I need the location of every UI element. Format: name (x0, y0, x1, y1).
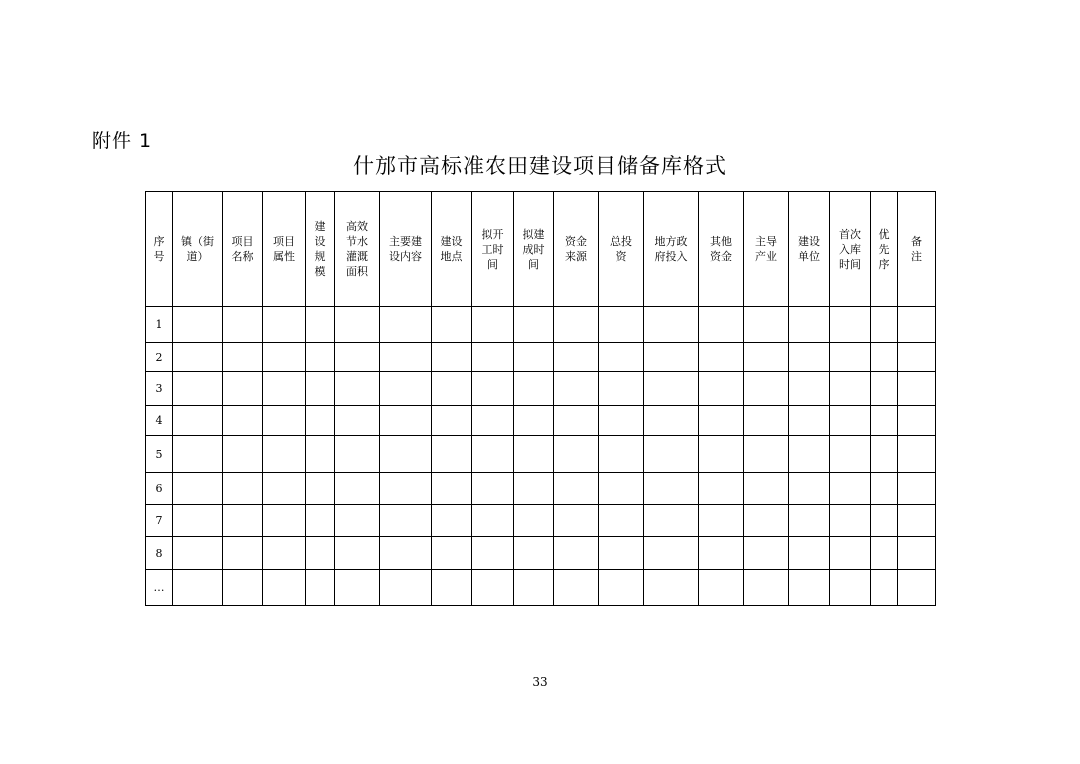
empty-cell (514, 372, 554, 406)
empty-cell (380, 570, 432, 606)
empty-cell (644, 406, 699, 436)
empty-cell (789, 537, 830, 570)
empty-cell (699, 537, 744, 570)
empty-cell (432, 406, 472, 436)
empty-cell (599, 372, 644, 406)
empty-cell (223, 505, 263, 537)
empty-cell (789, 436, 830, 473)
empty-cell (554, 537, 599, 570)
empty-cell (173, 343, 223, 372)
empty-cell (472, 570, 514, 606)
empty-cell (830, 473, 871, 505)
empty-cell (173, 436, 223, 473)
empty-cell (223, 570, 263, 606)
empty-cell (644, 537, 699, 570)
empty-cell (306, 406, 335, 436)
header-efficient-irrigation-area: 高效 节水 灌溉 面积 (335, 192, 380, 307)
document-title: 什邡市高标准农田建设项目储备库格式 (353, 154, 727, 178)
empty-cell (472, 473, 514, 505)
header-local-government-input: 地方政 府投入 (644, 192, 699, 307)
empty-cell (871, 473, 898, 505)
empty-cell (644, 436, 699, 473)
empty-cell (644, 343, 699, 372)
empty-cell (514, 343, 554, 372)
empty-cell (644, 570, 699, 606)
empty-cell (306, 473, 335, 505)
row-serial-cell: 7 (146, 505, 173, 537)
empty-cell (335, 473, 380, 505)
header-other-funds: 其他 资金 (699, 192, 744, 307)
table-body (146, 307, 936, 606)
header-first-entry-time: 首次 入库 时间 (830, 192, 871, 307)
empty-cell (599, 537, 644, 570)
empty-cell (871, 537, 898, 570)
empty-cell (830, 505, 871, 537)
empty-cell (830, 537, 871, 570)
header-project-name: 项目 名称 (223, 192, 263, 307)
empty-cell (699, 570, 744, 606)
empty-cell (644, 372, 699, 406)
empty-cell (599, 473, 644, 505)
empty-cell (472, 406, 514, 436)
empty-cell (554, 473, 599, 505)
empty-cell (173, 307, 223, 343)
empty-cell (898, 473, 936, 505)
row-serial-cell: 3 (146, 372, 173, 406)
header-construction-unit: 建设 单位 (789, 192, 830, 307)
empty-cell (514, 537, 554, 570)
row-serial-cell: 4 (146, 406, 173, 436)
empty-cell (699, 406, 744, 436)
empty-cell (554, 505, 599, 537)
empty-cell (223, 473, 263, 505)
attachment-label: 附件 1 (92, 130, 153, 152)
table-row (146, 406, 936, 436)
empty-cell (744, 537, 789, 570)
empty-cell (306, 307, 335, 343)
empty-cell (380, 372, 432, 406)
empty-cell (263, 406, 306, 436)
empty-cell (263, 505, 306, 537)
empty-cell (871, 307, 898, 343)
table-row (146, 505, 936, 537)
empty-cell (871, 570, 898, 606)
empty-cell (789, 343, 830, 372)
header-total-investment: 总投 资 (599, 192, 644, 307)
page-number: 33 (532, 675, 548, 689)
table-row (146, 372, 936, 406)
empty-cell (514, 473, 554, 505)
empty-cell (554, 307, 599, 343)
table-row (146, 473, 936, 505)
empty-cell (744, 436, 789, 473)
empty-cell (380, 505, 432, 537)
empty-cell (432, 473, 472, 505)
header-fund-source: 资金 来源 (554, 192, 599, 307)
empty-cell (789, 473, 830, 505)
empty-cell (263, 372, 306, 406)
empty-cell (335, 406, 380, 436)
empty-cell (306, 372, 335, 406)
empty-cell (472, 537, 514, 570)
empty-cell (173, 372, 223, 406)
empty-cell (554, 343, 599, 372)
empty-cell (514, 406, 554, 436)
empty-cell (830, 436, 871, 473)
empty-cell (898, 307, 936, 343)
table-header-row (146, 192, 936, 307)
empty-cell (432, 343, 472, 372)
empty-cell (173, 406, 223, 436)
empty-cell (432, 307, 472, 343)
empty-cell (744, 406, 789, 436)
empty-cell (898, 436, 936, 473)
row-serial-cell: 2 (146, 343, 173, 372)
empty-cell (335, 343, 380, 372)
empty-cell (871, 406, 898, 436)
row-serial-cell: 6 (146, 473, 173, 505)
project-reserve-table (145, 191, 936, 606)
row-serial-cell: 1 (146, 307, 173, 343)
empty-cell (898, 343, 936, 372)
empty-cell (223, 343, 263, 372)
empty-cell (432, 372, 472, 406)
empty-cell (263, 570, 306, 606)
empty-cell (380, 436, 432, 473)
empty-cell (306, 505, 335, 537)
empty-cell (554, 570, 599, 606)
empty-cell (871, 436, 898, 473)
header-priority: 优 先 序 (871, 192, 898, 307)
empty-cell (744, 570, 789, 606)
empty-cell (472, 307, 514, 343)
empty-cell (789, 372, 830, 406)
table-row (146, 307, 936, 343)
empty-cell (472, 372, 514, 406)
empty-cell (744, 505, 789, 537)
empty-cell (554, 436, 599, 473)
empty-cell (380, 473, 432, 505)
empty-cell (599, 406, 644, 436)
empty-cell (380, 307, 432, 343)
empty-cell (599, 505, 644, 537)
empty-cell (744, 343, 789, 372)
empty-cell (699, 372, 744, 406)
empty-cell (514, 570, 554, 606)
table-row (146, 537, 936, 570)
empty-cell (306, 537, 335, 570)
empty-cell (898, 505, 936, 537)
row-serial-cell: 8 (146, 537, 173, 570)
empty-cell (380, 537, 432, 570)
empty-cell (223, 436, 263, 473)
empty-cell (599, 436, 644, 473)
empty-cell (223, 537, 263, 570)
empty-cell (514, 505, 554, 537)
empty-cell (335, 570, 380, 606)
empty-cell (223, 406, 263, 436)
empty-cell (263, 473, 306, 505)
empty-cell (699, 473, 744, 505)
empty-cell (432, 436, 472, 473)
empty-cell (871, 505, 898, 537)
empty-cell (789, 406, 830, 436)
empty-cell (335, 307, 380, 343)
empty-cell (432, 570, 472, 606)
table-row (146, 436, 936, 473)
empty-cell (306, 343, 335, 372)
empty-cell (898, 372, 936, 406)
empty-cell (472, 505, 514, 537)
header-main-content: 主要建 设内容 (380, 192, 432, 307)
empty-cell (789, 505, 830, 537)
empty-cell (432, 537, 472, 570)
row-serial-cell: 5 (146, 436, 173, 473)
empty-cell (644, 307, 699, 343)
empty-cell (514, 307, 554, 343)
empty-cell (599, 307, 644, 343)
header-leading-industry: 主导 产业 (744, 192, 789, 307)
empty-cell (263, 537, 306, 570)
header-planned-start: 拟开 工时 间 (472, 192, 514, 307)
empty-cell (599, 570, 644, 606)
empty-cell (263, 307, 306, 343)
empty-cell (432, 505, 472, 537)
empty-cell (306, 570, 335, 606)
empty-cell (699, 505, 744, 537)
empty-cell (699, 436, 744, 473)
empty-cell (789, 570, 830, 606)
empty-cell (223, 307, 263, 343)
empty-cell (744, 473, 789, 505)
empty-cell (554, 406, 599, 436)
empty-cell (554, 372, 599, 406)
empty-cell (898, 570, 936, 606)
empty-cell (699, 343, 744, 372)
empty-cell (173, 505, 223, 537)
empty-cell (380, 343, 432, 372)
table-row (146, 570, 936, 606)
empty-cell (173, 473, 223, 505)
empty-cell (830, 307, 871, 343)
empty-cell (898, 537, 936, 570)
empty-cell (335, 505, 380, 537)
header-location: 建设 地点 (432, 192, 472, 307)
table-row (146, 343, 936, 372)
empty-cell (472, 343, 514, 372)
header-town-street: 镇（街 道） (173, 192, 223, 307)
empty-cell (830, 343, 871, 372)
empty-cell (789, 307, 830, 343)
empty-cell (898, 406, 936, 436)
empty-cell (335, 436, 380, 473)
empty-cell (744, 372, 789, 406)
empty-cell (514, 436, 554, 473)
empty-cell (306, 436, 335, 473)
empty-cell (335, 372, 380, 406)
header-remarks: 备 注 (898, 192, 936, 307)
empty-cell (263, 343, 306, 372)
empty-cell (830, 570, 871, 606)
header-serial-number: 序 号 (146, 192, 173, 307)
empty-cell (830, 406, 871, 436)
empty-cell (830, 372, 871, 406)
empty-cell (644, 473, 699, 505)
empty-cell (263, 436, 306, 473)
empty-cell (472, 436, 514, 473)
empty-cell (223, 372, 263, 406)
header-project-attribute: 项目 属性 (263, 192, 306, 307)
row-serial-cell: … (146, 570, 173, 606)
empty-cell (744, 307, 789, 343)
header-planned-completion: 拟建 成时 间 (514, 192, 554, 307)
empty-cell (699, 307, 744, 343)
empty-cell (644, 505, 699, 537)
empty-cell (173, 537, 223, 570)
empty-cell (335, 537, 380, 570)
empty-cell (871, 343, 898, 372)
empty-cell (871, 372, 898, 406)
empty-cell (599, 343, 644, 372)
empty-cell (380, 406, 432, 436)
header-construction-scale: 建 设 规 模 (306, 192, 335, 307)
empty-cell (173, 570, 223, 606)
